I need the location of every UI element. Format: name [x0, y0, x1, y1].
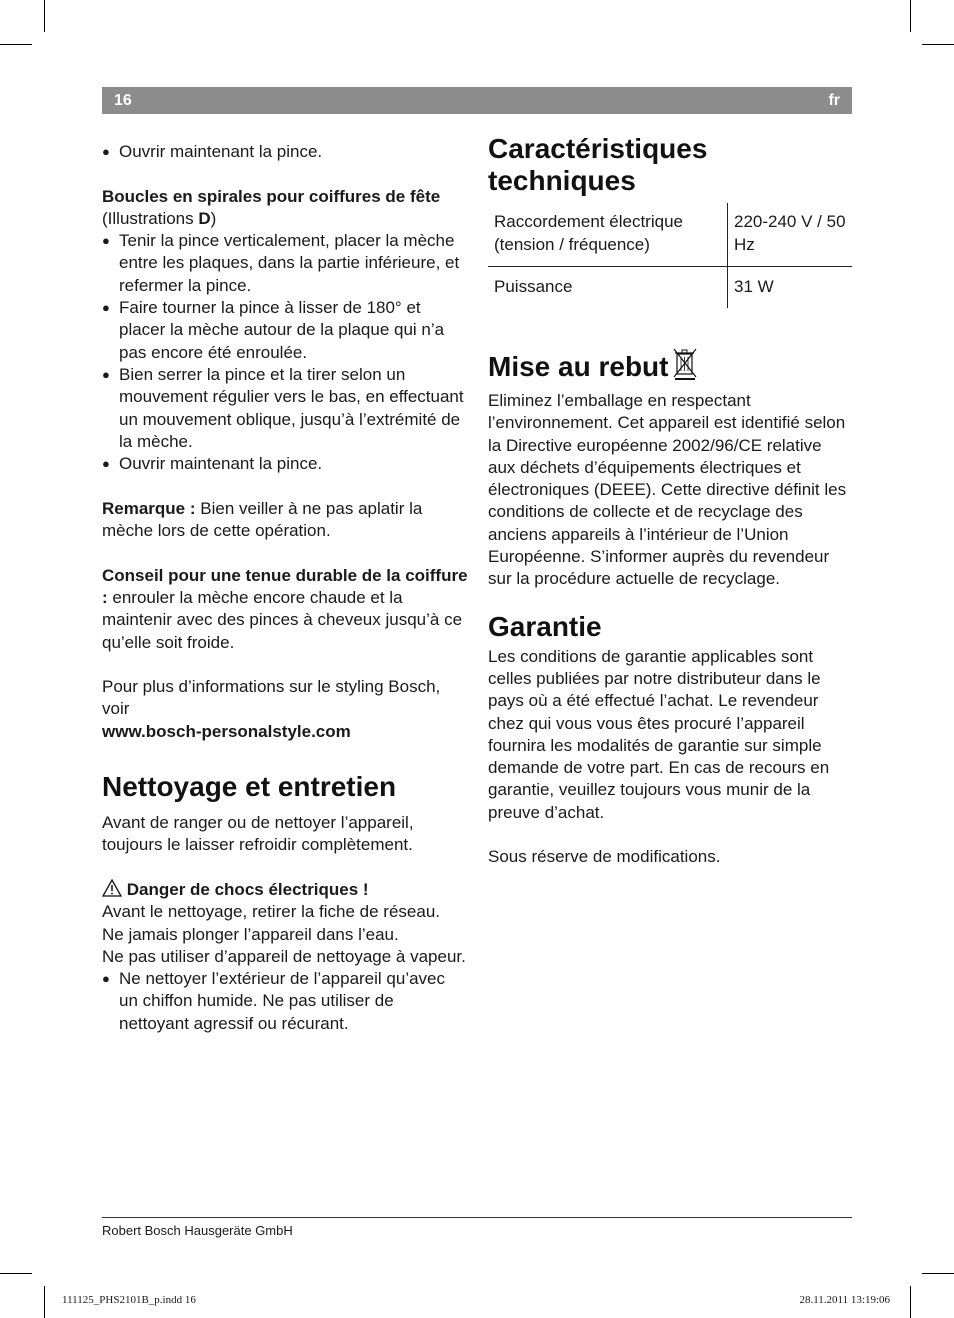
crossed-bin-icon [672, 346, 698, 387]
list-item: ● Ne nettoyer l’extérieur de l’appareil qu’avec un chiffon humide. Ne pas utiliser de nettoyant agressif ou récurant. [102, 968, 468, 1035]
remark [102, 498, 468, 543]
info-text: Pour plus d’informations sur le styling Bosch, voir [102, 677, 441, 719]
spirals-title [102, 186, 468, 208]
specs-table [488, 203, 852, 308]
crop-mark [922, 44, 954, 45]
crop-mark [0, 1273, 32, 1274]
list-item: ● Bien serrer la pince et la tirer selon un mouvement régulier vers le bas, en effectuant un mouvement oblique, jusqu’à l’extrémité de la mèche. [102, 364, 468, 453]
warranty-text: Les conditions de garantie applicables sont celles publiées par notre distributeur dans le pays où a été effectué l’achat. Le revendeur chez qui vous vous êtes procuré l’appareil fournira les modalités de garantie sur simple demande de votre part. En cas de recours en garantie, veuillez toujours vous munir de la preuve d’achat. [488, 646, 830, 822]
language-code: fr [828, 92, 840, 109]
ref-prefix: (Illustrations [102, 208, 199, 228]
danger-title-text: Danger de chocs électriques ! [126, 879, 369, 899]
tip-label: Conseil pour une tenue durable de la coiffure : [102, 565, 468, 607]
spec-label: Raccordement électrique (tension / fréquence) [488, 203, 728, 267]
print-slug-file: 111125_PHS2101B_p.indd 16 [62, 1294, 196, 1306]
right-column [488, 133, 852, 869]
list-item: ● Ouvrir maintenant la pince. [102, 141, 468, 163]
page-header [102, 87, 852, 114]
disposal-heading-text: Mise au rebut [488, 351, 669, 382]
website-link[interactable] [102, 721, 468, 743]
page-number: 16 [114, 92, 132, 109]
disposal-text: Eliminez l’emballage en respectant l’environnement. Cet appareil est identifié selon la Directive européenne 2002/96/CE relative aux déchets d’équipements électriques et électroniques (DEEE). Cette directive définit les conditions de collecte et de recyclage des anciens appareils à l’intérieur de l’Union Européenne. S’informer auprès du revendeur sur la procédure actuelle de recyclage. [488, 391, 847, 589]
list-item: ● Faire tourner la pince à lisser de 180° et placer la mèche autour de la plaque qui n’a pas encore été enroulée. [102, 297, 468, 364]
spirals-steps [102, 230, 468, 475]
warranty-note: Sous réserve de modifications. [488, 847, 721, 867]
tip [102, 565, 468, 654]
footer-divider [102, 1217, 852, 1218]
danger-line: Ne jamais plonger l’appareil dans l’eau. [102, 924, 399, 944]
cleaning-list [102, 968, 468, 1035]
footer-company: Robert Bosch Hausgeräte GmbH [102, 1223, 293, 1238]
remark-label: Remarque : [102, 498, 196, 518]
spirals-ref [102, 208, 468, 230]
ref-suffix: ) [210, 208, 217, 228]
crop-mark [910, 1286, 911, 1318]
list-item: ● Tenir la pince verticalement, placer la mèche entre les plaques, dans la partie inférieure, et refermer la pince. [102, 230, 468, 297]
left-column [102, 141, 468, 1035]
table-row [488, 267, 852, 309]
disposal-heading [488, 346, 852, 387]
specs-heading: Caractéristiques techniques [488, 133, 708, 196]
danger-line: Avant le nettoyage, retirer la fiche de réseau. [102, 902, 440, 922]
cleaning-intro: Avant de ranger ou de nettoyer l’appareil, toujours le laisser refroidir complètement. [102, 813, 414, 855]
intro-list [102, 141, 468, 163]
crop-mark [0, 44, 32, 45]
warranty-heading: Garantie [488, 610, 602, 642]
warning-icon [102, 880, 122, 899]
website-link-text[interactable]: www.bosch-personalstyle.com [102, 721, 351, 741]
tip-text: enrouler la mèche encore chaude et la maintenir avec des pinces à cheveux jusqu’à ce qu’elle soit froide. [102, 587, 463, 652]
spec-value: 220-240 V / 50 Hz [728, 203, 853, 267]
cleaning-heading: Nettoyage et entretien [102, 771, 397, 803]
print-slug-date: 28.11.2011 13:19:06 [799, 1294, 890, 1306]
crop-mark [910, 0, 911, 32]
crop-mark [44, 0, 45, 32]
table-row [488, 203, 852, 267]
danger-title [102, 879, 468, 901]
remark-text: Bien veiller à ne pas aplatir la mèche lors de cette opération. [102, 498, 423, 541]
crop-mark [922, 1273, 954, 1274]
list-item: ● Ouvrir maintenant la pince. [102, 453, 468, 475]
crop-mark [44, 1286, 45, 1318]
spirals-title-text: Boucles en spirales pour coiffures de fête [102, 186, 441, 206]
spec-label: Puissance [488, 267, 728, 309]
ref-letter: D [198, 208, 211, 228]
spec-value: 31 W [734, 277, 774, 296]
danger-line: Ne pas utiliser d’appareil de nettoyage à vapeur. [102, 946, 466, 966]
